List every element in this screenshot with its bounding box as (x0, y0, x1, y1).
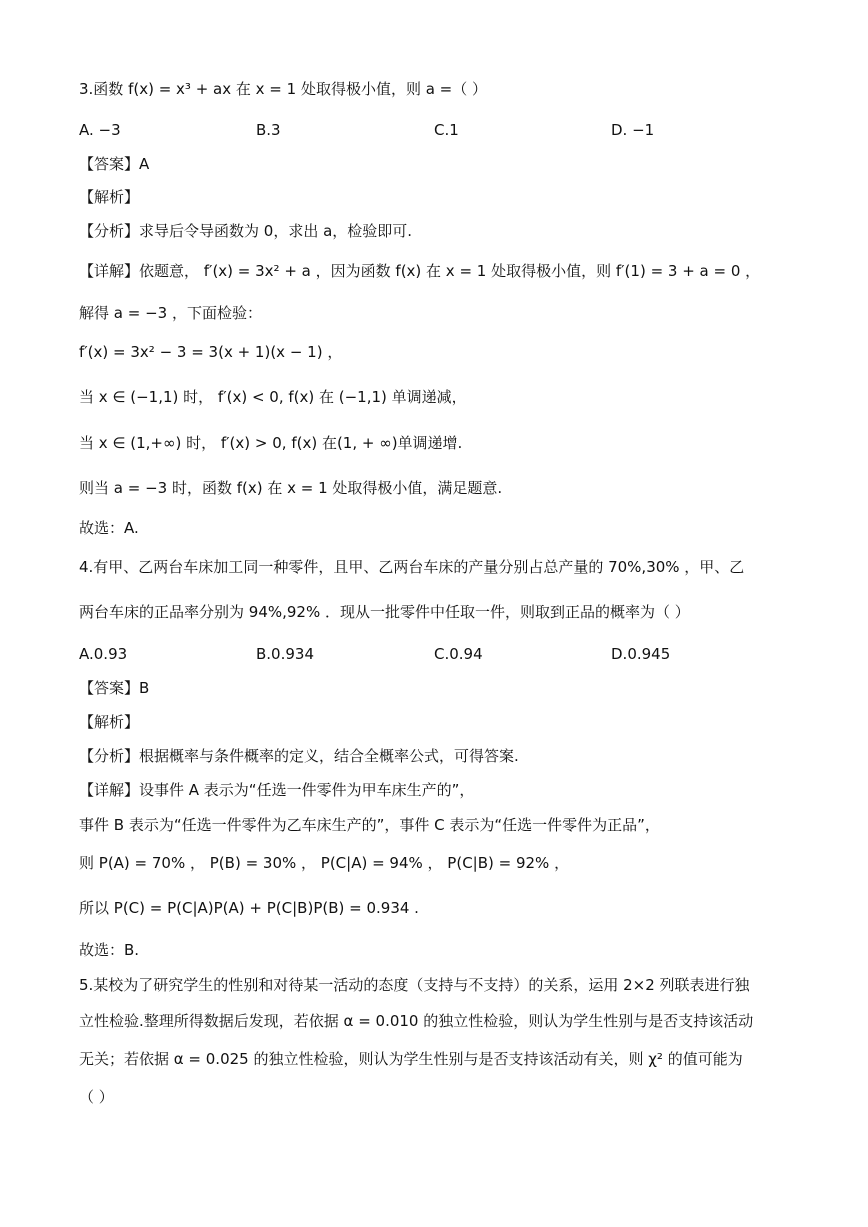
q4-fenxi: 【分析】根据概率与条件概率的定义，结合全概率公式，可得答案. (79, 747, 519, 765)
q4-option-a: A.0.93 (79, 645, 128, 663)
q4-detail-2: 事件 B 表示为“任选一件零件为乙车床生产的”，事件 C 表示为“任选一件零件为正品”， (79, 816, 660, 834)
q3-fenxi: 【分析】求导后令导函数为 0，求出 a，检验即可. (79, 222, 413, 240)
q3-detail-1: 【详解】依题意， f′(x) = 3x² + a ，因为函数 f(x) 在 x = 1 处取得极小值，则 f′(1) = 3 + a = 0 ， (79, 262, 761, 280)
q4-jiexi: 【解析】 (79, 713, 140, 731)
q4-choose: 故选：B. (79, 941, 140, 959)
q4-answer: 【答案】B (79, 679, 150, 697)
q5-stem-3: 无关；若依据 α = 0.025 的独立性检验，则认为学生性别与是否支持该活动有关，则 χ² 的值可能为 (79, 1050, 743, 1068)
q4-option-b: B.0.934 (256, 645, 315, 663)
q3-option-c: C.1 (434, 121, 459, 139)
q3-option-b: B.3 (256, 121, 281, 139)
q3-jiexi: 【解析】 (79, 188, 140, 206)
q5-stem-2: 立性检验.整理所得数据后发现，若依据 α = 0.010 的独立性检验，则认为学生性别与是否支持该活动 (79, 1012, 754, 1030)
q3-answer: 【答案】A (79, 155, 150, 173)
q5-stem-4: （ ） (79, 1088, 114, 1106)
q3-detail-2: 解得 a = −3 ，下面检验： (79, 304, 262, 322)
q3-detail-6: 则当 a = −3 时，函数 f(x) 在 x = 1 处取得极小值，满足题意. (79, 479, 503, 497)
q4-option-d: D.0.945 (611, 645, 671, 663)
q3-option-d: D. −1 (611, 121, 655, 139)
q4-detail-3: 则 P(A) = 70% ， P(B) = 30% ， P(C|A) = 94% ， P(C|B) = 92% ， (79, 854, 570, 872)
q3-choose: 故选：A. (79, 519, 139, 537)
q4-detail-4: 所以 P(C) = P(C|A)P(A) + P(C|B)P(B) = 0.934 . (79, 899, 419, 917)
q3-option-a: A. −3 (79, 121, 121, 139)
q3-detail-3: f′(x) = 3x² − 3 = 3(x + 1)(x − 1) ， (79, 343, 343, 361)
q4-option-c: C.0.94 (434, 645, 483, 663)
q4-stem-1: 4.有甲、乙两台车床加工同一种零件，且甲、乙两台车床的产量分别占总产量的 70%,30% ，甲、乙 (79, 558, 745, 576)
q3-stem: 3.函数 f(x) = x³ + ax 在 x = 1 处取得极小值，则 a =（ ） (79, 80, 488, 98)
q3-detail-4: 当 x ∈ (−1,1) 时， f′(x) < 0, f(x) 在 (−1,1) 单调递减， (79, 388, 467, 406)
q5-stem-1: 5.某校为了研究学生的性别和对待某一活动的态度（支持与不支持）的关系，运用 2×2 列联表进行独 (79, 976, 750, 994)
q4-detail-1: 【详解】设事件 A 表示为“任选一件零件为甲车床生产的”， (79, 781, 475, 799)
q3-detail-5: 当 x ∈ (1,+∞) 时， f′(x) > 0, f(x) 在(1, + ∞)单调递增. (79, 434, 463, 452)
q4-stem-2: 两台车床的正品率分别为 94%,92% ．现从一批零件中任取一件，则取到正品的概率为（ ） (79, 603, 690, 621)
